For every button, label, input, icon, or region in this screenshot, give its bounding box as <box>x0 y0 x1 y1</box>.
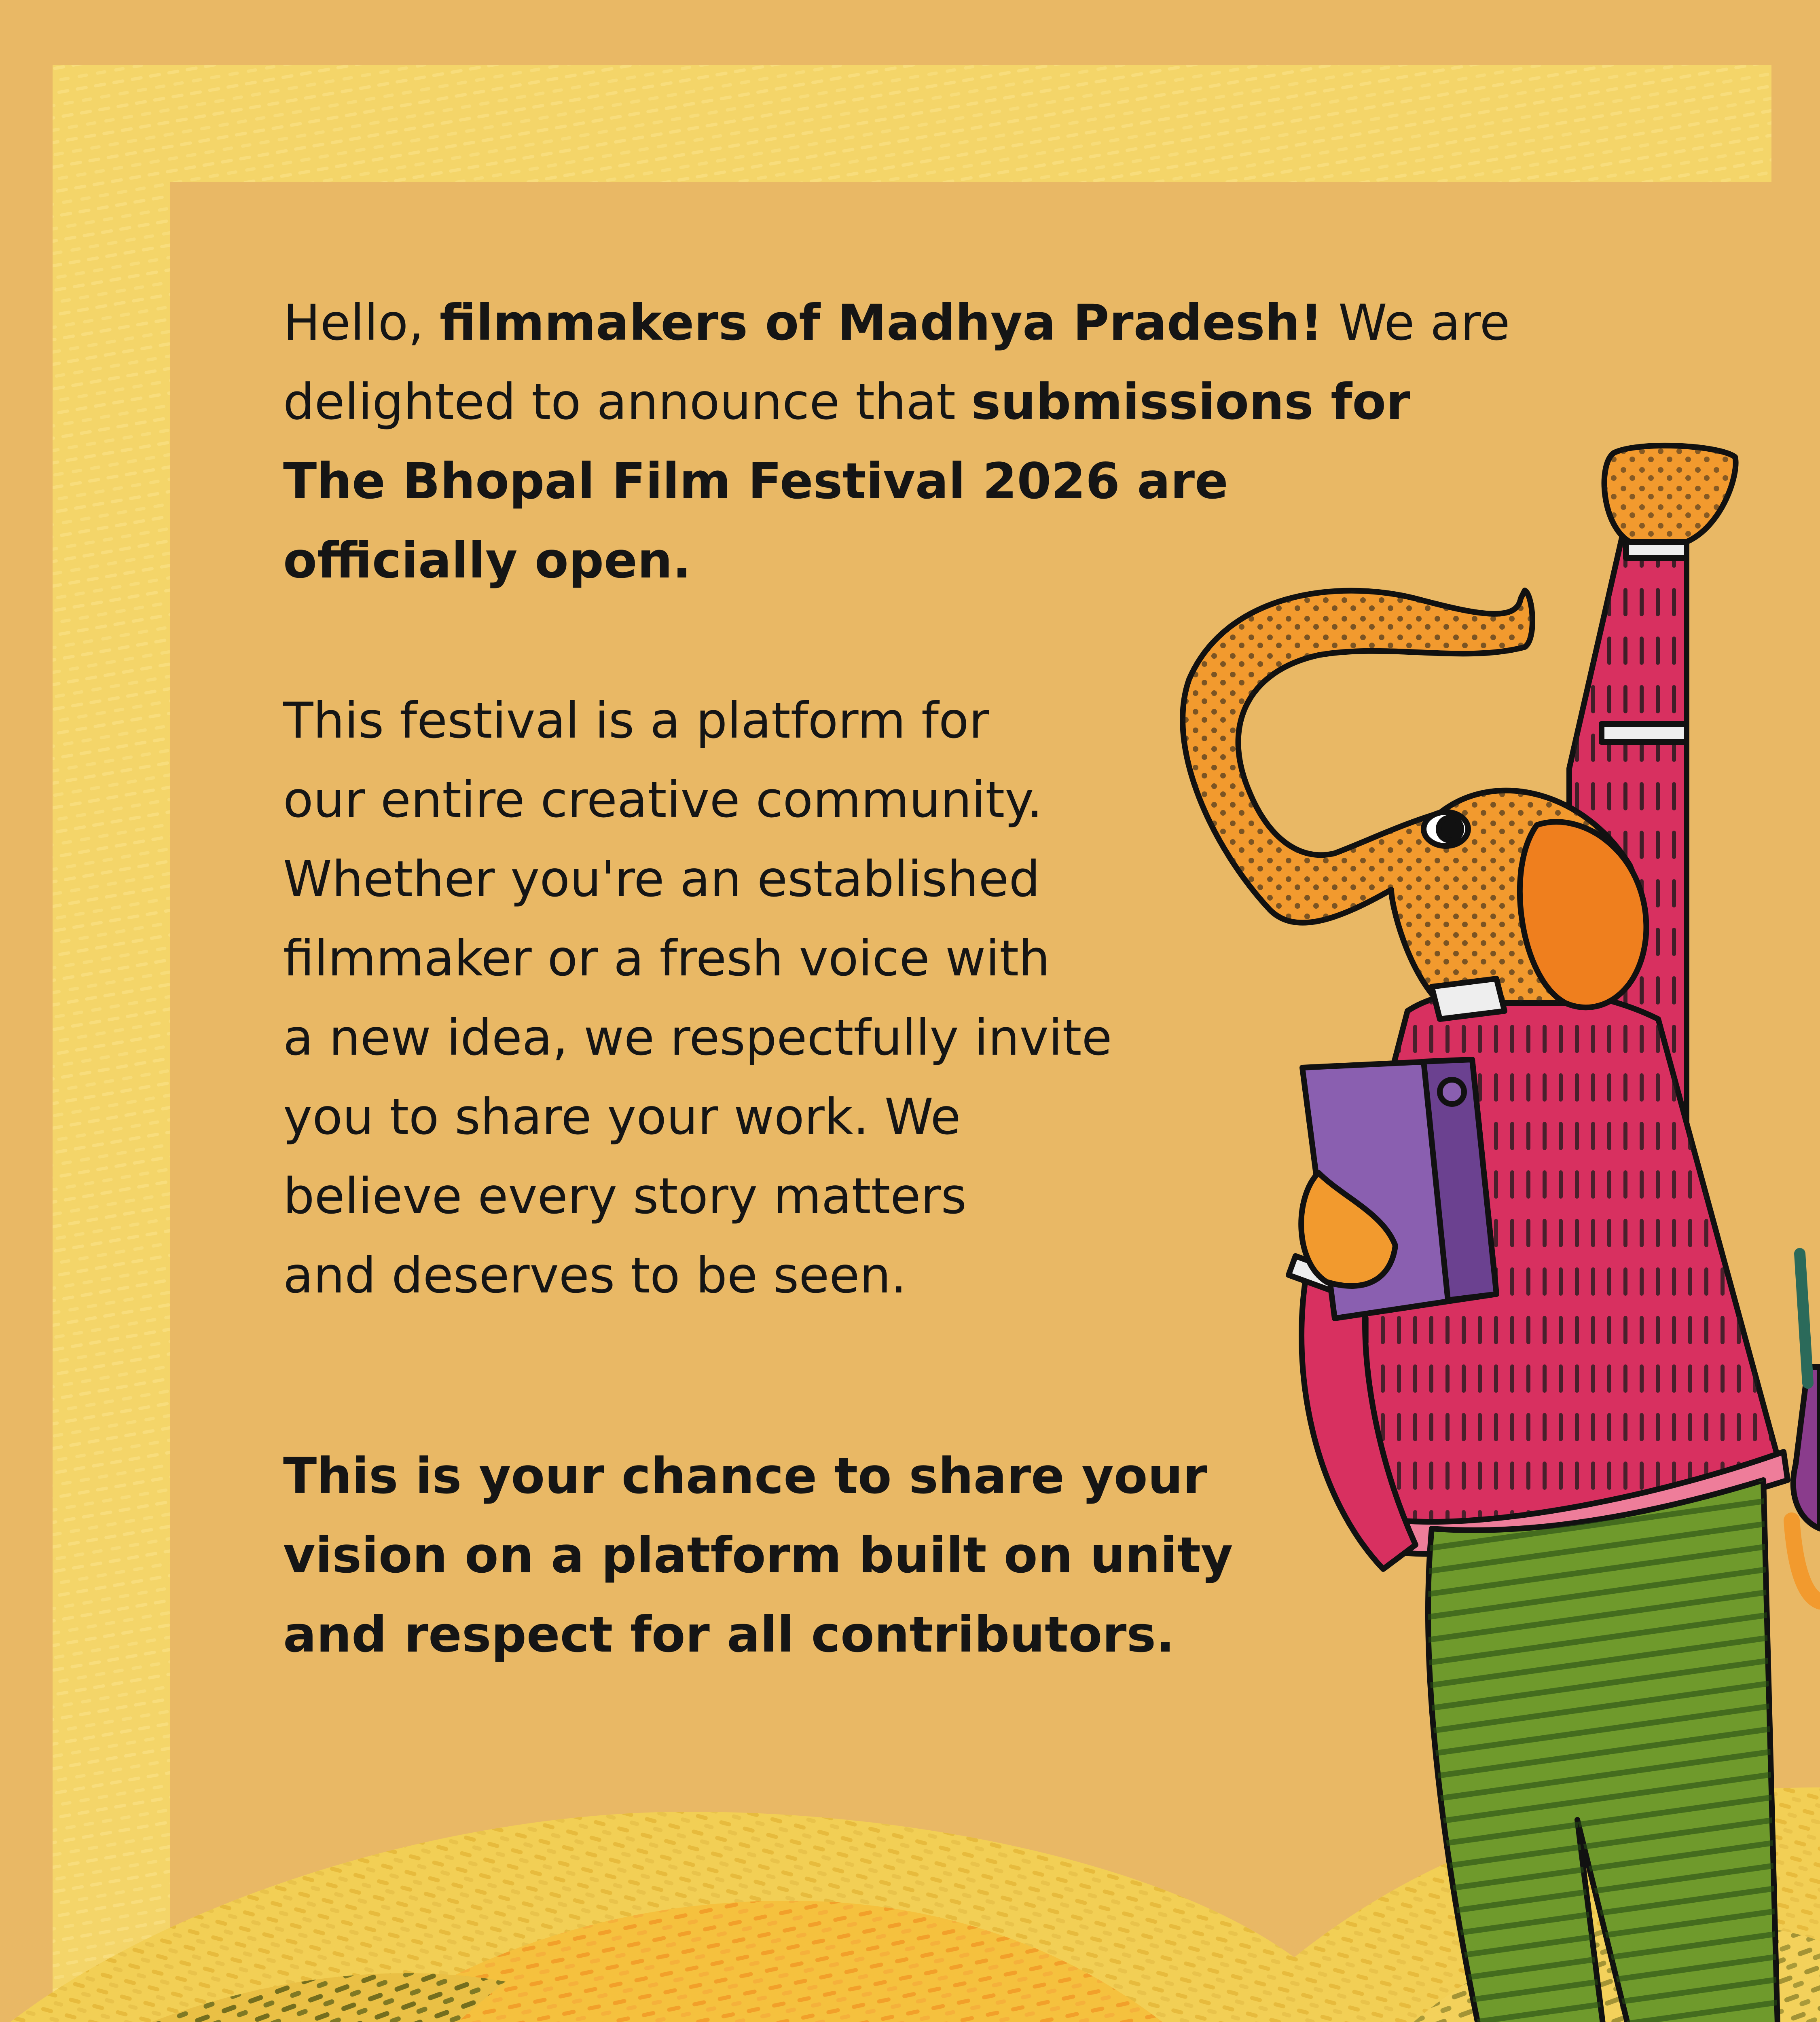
closing-line: and respect for all contributors. <box>283 1606 1175 1663</box>
audience-highlight: filmmakers of Madhya Pradesh! <box>439 294 1323 351</box>
closing-line: vision on a platform built on unity <box>283 1527 1233 1584</box>
body-line: and deserves to be seen. <box>283 1247 907 1304</box>
intro-line-2-start: delighted to announce that <box>283 373 971 431</box>
intro-line-1-end: We are <box>1323 294 1510 351</box>
body-line: a new idea, we respectfully invite <box>283 1009 1112 1066</box>
closing-line: This is your chance to share your <box>283 1447 1207 1505</box>
submissions-highlight: submissions for <box>971 373 1411 431</box>
body-line: our entire creative community. <box>283 771 1043 829</box>
body-line: filmmaker or a fresh voice with <box>283 930 1050 987</box>
body-line: Whether you're an established <box>283 850 1040 908</box>
body-line: you to share your work. We <box>283 1088 961 1146</box>
festival-name-line: The Bhopal Film Festival 2026 are <box>283 453 1228 510</box>
greeting-text: Hello, <box>283 294 440 351</box>
officially-open-line: officially open. <box>283 532 692 589</box>
body-line: believe every story matters <box>283 1168 967 1225</box>
body-line: This festival is a platform for <box>283 692 989 749</box>
